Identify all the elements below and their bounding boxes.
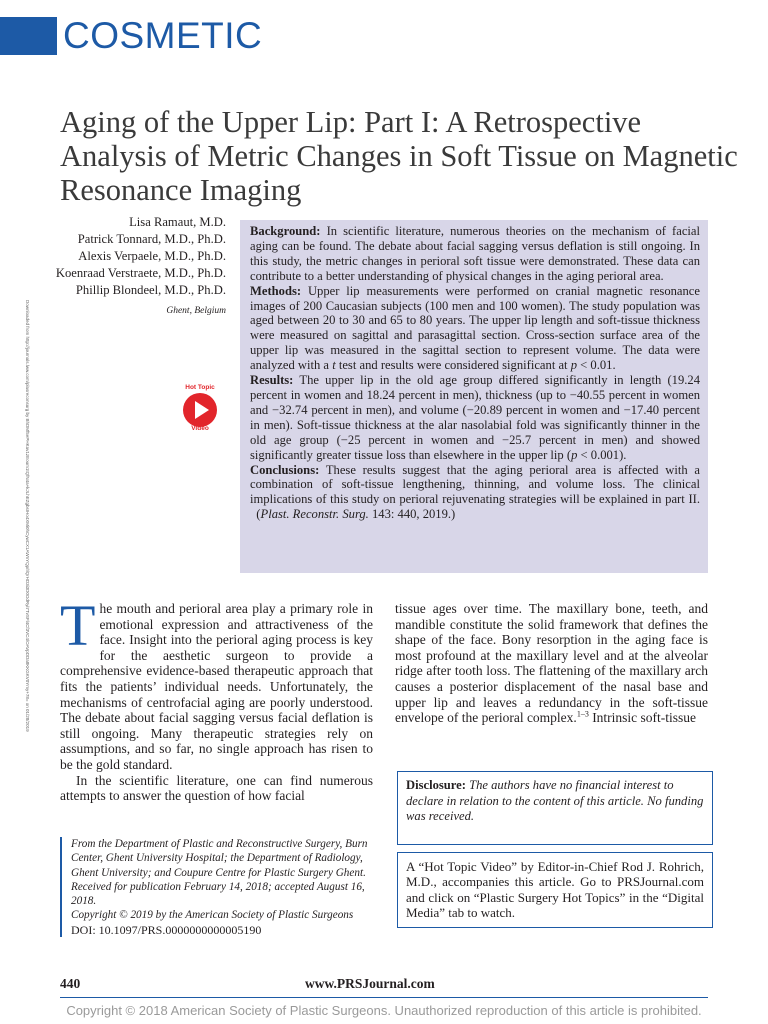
doi[interactable]: DOI: 10.1097/PRS.0000000000005190 bbox=[71, 922, 262, 937]
author-location: Ghent, Belgium bbox=[166, 306, 226, 316]
abstract-background-label: Background: bbox=[250, 224, 321, 238]
abstract-text bbox=[250, 224, 700, 522]
body-paragraph-tail: Intrinsic soft-tissue bbox=[588, 710, 697, 726]
page-number: 440 bbox=[60, 976, 81, 991]
italic-p: p bbox=[571, 447, 578, 462]
abstract-conclusions-label: Conclusions: bbox=[250, 462, 320, 477]
disclosure-text: The authors have no financial interest to declare in relation to the content of this article. No funding was received. bbox=[406, 778, 704, 824]
abstract-methods-label: Methods: bbox=[250, 283, 302, 298]
author-list bbox=[30, 214, 226, 320]
download-watermark: Downloaded from http://journals.lww.com/plasreconsurg by BhDMf5ePHKav1zEoum1tQfN4a+kJLhEZgbsIHo4XMi0hCywCX1AWnYQp/IlQrHD3i3D0OdRyi7TvSFl4Cf3VC4/OAVpDDa8KKGKV0Ymy+78= on 01/28/2019 bbox=[25, 300, 30, 732]
author-name: Koenraad Verstraete, M.D., Ph.D. bbox=[55, 266, 226, 280]
badge-label-top: Hot Topic bbox=[185, 384, 215, 391]
abstract-results: The upper lip in the old age group differed significantly in length (19.24 percent in women and 18.24 percent in men), thickness (up to −40.55 percent in women and −32.74 percent in men), and volume (−20.89 percent in women and −17.40 percent in men). Soft-tissue thickness at the alar nasolabial fold was significantly thinner in the old age group (−25 percent in women and −25.7 percent in men) and showed significantly greater tissue loss than elsewhere in the upper lip ( bbox=[250, 373, 701, 462]
badge-label-bottom: Video bbox=[191, 425, 209, 432]
author-name: Patrick Tonnard, M.D., Ph.D. bbox=[77, 232, 226, 246]
abstract-methods: Upper lip measurements were performed on cranial magnetic resonance images of 200 Caucasian subjects (100 men and 100 women). The study population was aged between 20 to 30 and 65 to 80 years. The upper lip length and soft-tissue thickness were measured on sagittal and parasagittal section. Cross-section surface area of the upper lip was measured in the sagittal section to represent volume. The data were analyzed with a bbox=[250, 283, 700, 373]
section-color-bar bbox=[0, 17, 57, 55]
body-paragraph: tissue ages over time. The maxillary bone, teeth, and mandible constitute the solid framework that defines the shape of the face. Bony resorption in the aging face is most profound at the maxillary level and at the alveolar ridge after tooth loss. The flattening of the maxillary arch causes a posterior displacement of the nasal base and upper lip and leaves a redundancy in the soft-tissue envelope of the perioral complex. bbox=[395, 601, 708, 726]
citation-open: ( bbox=[256, 507, 261, 522]
italic-t: t bbox=[332, 358, 336, 373]
abstract-methods-end: < 0.01. bbox=[580, 358, 616, 373]
affiliation-received: Received for publication February 14, 2018; accepted August 16, 2018. bbox=[71, 880, 365, 908]
footer-divider bbox=[60, 997, 708, 998]
hot-topic-video-note: A “Hot Topic Video” by Editor-in-Chief Rod J. Rohrich, M.D., accompanies this article. Go to PRSJournal.com and click on “Plastic Surgery Hot Topics” in the “Digital Media” tab to watch. bbox=[397, 852, 713, 928]
author-name: Lisa Ramaut, M.D. bbox=[129, 215, 226, 229]
abstract-conclusions: These results suggest that the aging perioral area is affected with a combination of soft-tissue lengthening, thinning, and volume loss. The clinical implications of this study on perioral rejuvenating strategies will be explained in part II. bbox=[250, 462, 701, 507]
affiliation-box bbox=[60, 837, 387, 937]
citation-journal: Plast. Reconstr. Surg. bbox=[260, 507, 369, 522]
abstract-results-end: < 0.001). bbox=[580, 447, 627, 462]
drop-cap: T bbox=[60, 593, 96, 658]
affiliation-from: From the Department of Plastic and Reconstructive Surgery, Burn Center, Ghent University Hospital; the Department of Radiology, Ghent University; and Coupure Centre for Plastic Surgery Ghent. bbox=[71, 838, 368, 879]
citation-ref: 1–3 bbox=[576, 709, 589, 719]
body-column-right bbox=[395, 601, 708, 726]
body-column-left bbox=[60, 593, 373, 804]
disclosure-box bbox=[397, 771, 713, 845]
journal-url[interactable]: www.PRSJournal.com bbox=[305, 976, 435, 991]
author-name: Phillip Blondeel, M.D., Ph.D. bbox=[75, 283, 226, 297]
citation-details: 143: 440, 2019.) bbox=[371, 507, 456, 522]
italic-p: p bbox=[570, 358, 578, 373]
affiliation-copyright: Copyright © 2019 by the American Society of Plastic Surgeons bbox=[71, 909, 354, 922]
disclosure-label: Disclosure: bbox=[406, 778, 466, 792]
author-name: Alexis Verpaele, M.D., Ph.D. bbox=[78, 249, 226, 263]
section-label: COSMETIC bbox=[63, 15, 263, 56]
body-paragraph: he mouth and perioral area play a primary role in emotional expression and attractiveness of the face. Insight into the perioral aging process is key for the aesthetic surgeon to provide a comprehensive evidence-based therapeutic approach that fits the patients’ individual needs. Unfortunately, the mechanisms of centrofacial aging are poorly understood. The debate about facial sagging versus facial deflation is still ongoing. Many therapeutic strategies rely on assumptions, and so far, no single approach has risen to be the gold standard. bbox=[60, 601, 373, 772]
abstract-background: In scientific literature, numerous theories on the mechanism of facial aging can be found. The debate about facial sagging versus deflation is still ongoing. In this study, the metric changes in perioral soft tissue were demonstrated. These data can contribute to a better understanding of physical changes in the aging perioral area. bbox=[250, 224, 700, 283]
hot-topic-video-badge[interactable] bbox=[178, 384, 222, 436]
abstract-results-label: Results: bbox=[250, 373, 294, 388]
body-paragraph: In the scientific literature, one can find numerous attempts to answer the question of how facial bbox=[60, 772, 373, 804]
play-icon bbox=[178, 392, 222, 428]
copyright-notice: Copyright © 2018 American Society of Plastic Surgeons. Unauthorized reproduction of this article is prohibited. bbox=[66, 1003, 702, 1018]
article-title: Aging of the Upper Lip: Part I: A Retrospective Analysis of Metric Changes in Soft Tissue on Magnetic Resonance Imaging bbox=[60, 105, 738, 207]
abstract-methods-cont: test and results were considered significant at bbox=[338, 358, 568, 373]
